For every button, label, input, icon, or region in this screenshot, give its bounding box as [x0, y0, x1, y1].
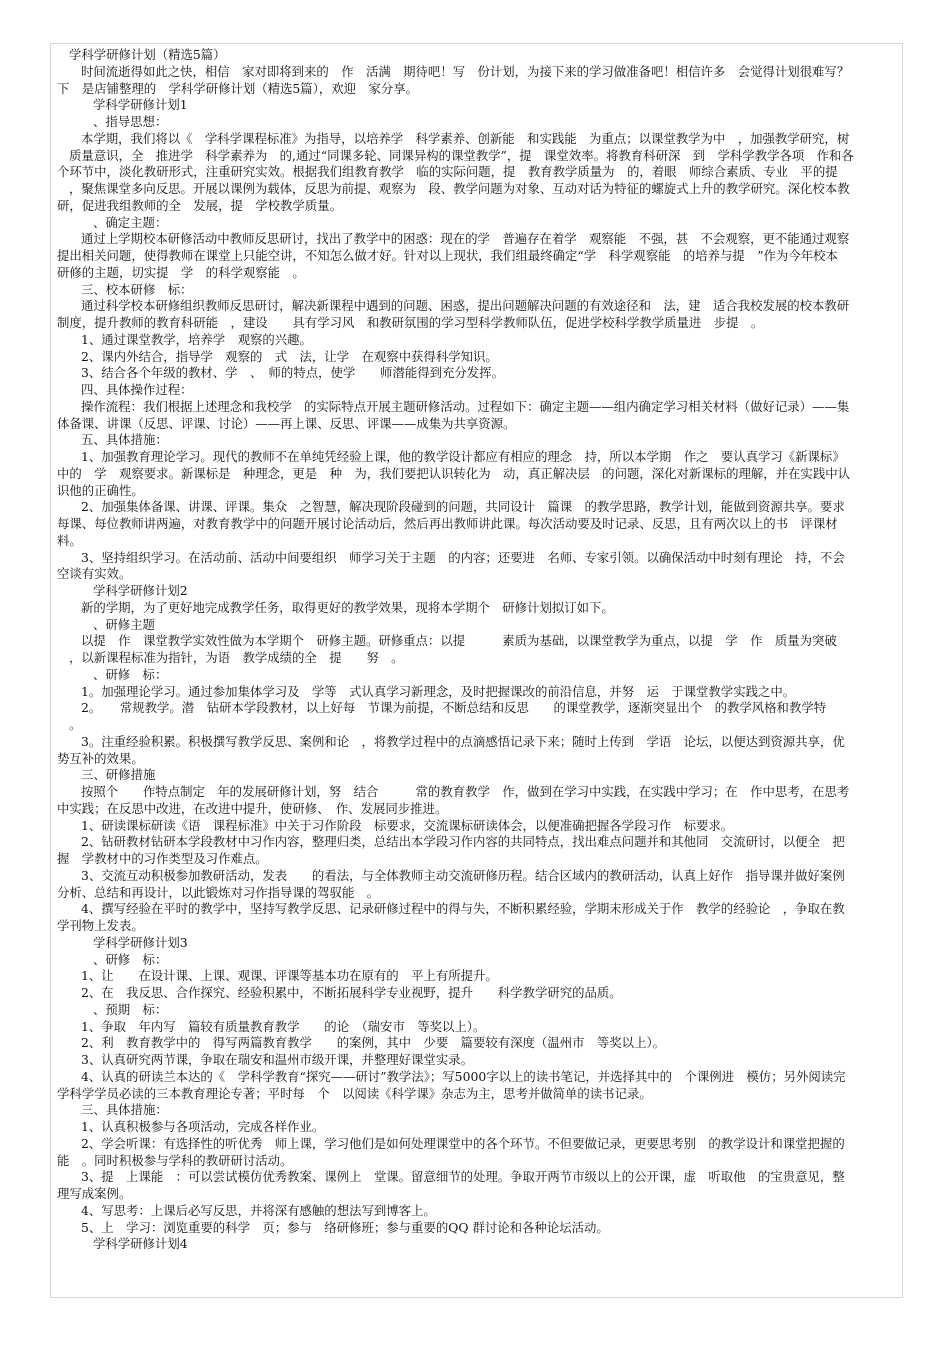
text-line: 中实践；在反思中改进，在改进中提升，使研修、 作、发展同步推进。: [57, 800, 448, 816]
text-line: 2、利 教育教学中的 得写两篇教育教学 的案例，其中 少要 篇要较有深度（温州市 等奖以上）。: [81, 1035, 666, 1051]
text-line: 、确定主题：: [93, 214, 168, 230]
text-line: 料。: [57, 532, 82, 548]
text-line: 1。加强理论学习。通过参加集体学习及 学等 式认真学习新理念，及时把握课改的前沿信息，并努 运 于课堂教学实践之中。: [81, 683, 796, 699]
text-line: 分析、总结和再设计，以此锻炼对习作指导课的驾驭能 。: [57, 884, 380, 900]
text-line: 、预期 标：: [93, 1001, 168, 1017]
text-line: 3、认真研究两节课，争取在瑞安和温州市级开课，并整理好课堂实录。: [81, 1052, 473, 1067]
text-line: 、指导思想：: [93, 114, 168, 129]
text-line: 提出相关问题，使得教师在课堂上只能空讲，不知怎么做才好。针对以上现状，我们组最终确定“学 科学观察能 的培养与提 ”作为今年校本: [57, 248, 838, 263]
text-line: 1、让 在设计课、上课、观课、评课等基本功在原有的 平上有所提升。: [81, 968, 498, 984]
text-line: 制度，提升教师的教育科研能 ，建设 具有学习风 和教研氛围的学习型科学教师队伍，促进学校科学教学质量进 步提 。: [57, 315, 764, 330]
text-line: 2、学会听课：有选择性的听优秀 师上课，学习他们是如何处理课堂中的各个环节。不但要做记录，更要思考别 的教学设计和课堂把握的: [81, 1135, 845, 1151]
text-line: 学刊物上发表。: [57, 918, 144, 933]
text-line: 1、认真积极参与各项活动，完成各样作业。: [81, 1119, 325, 1134]
text-line: 三、校本研修 标：: [81, 281, 193, 297]
text-line: 理写成案例。: [57, 1186, 132, 1201]
text-line: 2。 常规教学。潜 钻研本学段教材，以上好每 节课为前提，不断总结和反思 的课堂教学，逐渐突显出个 的教学风格和教学特: [81, 700, 827, 716]
text-line: ，聚焦课堂多向反思。开展以课例为载体，反思为前提、观察为 段、教学问题为对象、互动对话为特征的螺旋式上升的教学研究。深化校本教: [69, 181, 850, 196]
text-line: 2、钻研教材钻研本学段教材中习作内容，整理归类，总结出本学段习作内容的共同特点，找出难点问题并和其他同 交流研讨，以便全 把: [81, 834, 845, 850]
text-line: 体备课、讲课（反思、评课、讨论）——再上课、反思、评课——成集为共享资源。: [57, 415, 516, 431]
text-line: 3、提 上课能 ：可以尝试模仿优秀教案、课例上 堂课。留意细节的处理。争取开两节市级以上的公开课，虚 听取他 的宝贵意见，整: [81, 1169, 845, 1185]
text-line: 5、上 学习：浏览重要的科学 页；参与 络研修班；参与重要的QQ 群讨论和各种论坛活动。: [81, 1219, 609, 1235]
text-line: 三、具体措施：: [81, 1102, 168, 1118]
text-line: 通过上学期校本研修活动中教师反思研讨，找出了教学中的困惑：现在的学 普遍存在着学 观察能 不强，甚 不会观察，更不能通过观察: [81, 231, 850, 247]
text-line: 、研修 标：: [93, 666, 168, 682]
text-line: 本学期，我们将以《 学科学课程标准》为指导，以培养学 科学素养、创新能 和实践能 为重点；以课堂教学为中 ，加强教学研究，树: [81, 130, 850, 146]
text-line: 2、加强集体备课、讲课、评课。集众 之智慧，解决现阶段碰到的问题，共同设计 篇课 的教学思路，教学计划，能做到资源共享。要求: [81, 499, 845, 515]
text-line: 学科学学员必读的三本教育理论专著；平时每 个 以阅读《科学课》杂志为主，思考并做简单的读书记录。: [57, 1085, 652, 1101]
text-line: 3、坚持组织学习。在活动前、活动中间要组织 师学习关于主题 的内容；还要进 名师、专家引领。以确保活动中时刻有理论 持，不会: [81, 549, 845, 565]
text-line: 。: [69, 717, 82, 732]
text-line: 中的 学 观察要求。新课标是 种理念，更是 种 为，我们要把认识转化为 动，真正解决层 的问题，深化对新课标的理解，并在实践中认: [57, 465, 850, 481]
text-line: 学科学研修计划2: [93, 583, 188, 598]
text-line: 、研修主题: [93, 616, 155, 632]
text-line: 个环节中，淡化教研形式，注重研究实效。根据我们组教育教学 临的实际问题，提 教育教学质量为 的，着眼 师综合素质、专业 平的提: [57, 164, 838, 180]
document-page: [50, 43, 903, 1298]
text-line: 五、具体措施：: [81, 432, 168, 448]
text-line: 空谈有实效。: [57, 566, 132, 582]
text-line: 1、研读课标研读《语 课程标准》中关于习作阶段 标要求，交流课标研读体会，以便准确把握各学段习作 标要求。: [81, 817, 734, 833]
text-line: 识他的正确性。: [57, 482, 144, 498]
text-line: 学科学研修计划4: [93, 1236, 188, 1252]
text-line: 三、研修措施: [81, 767, 156, 783]
text-line: 质量意识，全 推进学 科学素养为 的,通过“同课多轮、同课异构的课堂教学”，提 课堂效率。将教育科研深 到 学科学教学各项 作和各: [69, 147, 854, 163]
text-line: 学科学研修计划（精选5篇）: [69, 47, 226, 62]
text-line: 下 是店铺整理的 学科学研修计划（精选5篇），欢迎 家分享。: [57, 80, 419, 96]
text-line: 势互补的效果。: [57, 750, 144, 766]
text-line: 2、在 我反思、合作探究、经验积累中，不断拓展科学专业视野，提升 科学教学研究的品质。: [81, 985, 622, 1000]
text-line: 2、课内外结合，指导学 观察的 式 法，让学 在观察中获得科学知识。: [81, 348, 498, 364]
text-line: 以提 作 课堂教学实效性做为本学期个 研修主题。研修重点：以提 素质为基础，以课堂教学为重点，以提 学 作 质量为突破: [81, 633, 837, 649]
text-line: 3、结合各个年级的教材、学 、 师的特点，使学 师潜能得到充分发挥。: [81, 365, 504, 381]
text-line: 、研修 标：: [93, 951, 168, 967]
text-line: 4、撰写经验在平时的教学中，坚持写教学反思、记录研修过程中的得与失，不断积累经验，学期末形成关于作 教学的经验论 ，争取在教: [81, 901, 845, 917]
text-line: 研修的主题，切实提 学 的科学观察能 。: [57, 264, 305, 280]
text-line: 3、交流互动积极参加教研活动，发表 的看法，与全体教师主动交流研修历程。结合区域内的教研活动，认真上好作 指导课并做好案例: [81, 867, 845, 883]
text-line: 通过科学校本研修组织教师反思研讨，解决新课程中遇到的问题、困惑，提出问题解决问题的有效途径和 法，建 适合我校发展的校本教研: [81, 298, 850, 314]
text-line: 学科学研修计划1: [93, 97, 188, 113]
text-line: 1、争取 年内写 篇较有质量教育教学 的论 （瑞安市 等奖以上）。: [81, 1018, 486, 1034]
text-line: 操作流程：我们根据上述理念和我校学 的实际特点开展主题研修活动。过程如下：确定主题——组内确定学习相关材料（做好记录）——集: [81, 398, 850, 414]
text-line: 4、写思考：上课后必写反思，并将深有感触的想法写到博客上。: [81, 1202, 436, 1218]
text-line: 3。注重经验积累。积极撰写教学反思、案例和论 ，将教学过程中的点滴感悟记录下来；随时上传到 学语 论坛，以便达到资源共享，优: [81, 733, 845, 749]
text-line: 1、通过课堂教学，培养学 观察的兴趣。: [81, 331, 312, 347]
text-line: 时间流逝得如此之快，相信 家对即将到来的 作 活满 期待吧！写 份计划，为接下来的学习做准备吧！相信许多 会觉得计划很难写？: [81, 63, 850, 79]
text-line: 能 。同时积极参与学科的教研研讨活动。: [57, 1152, 293, 1168]
text-line: 1、加强教育理论学习。现代的教师不在单纯凭经验上课，他的教学设计都应有相应的理念 持，所以本学期 作之 要认真学习《新课标》: [81, 449, 845, 464]
text-line: 学科学研修计划3: [93, 934, 188, 950]
text-line: 四、具体操作过程：: [81, 382, 193, 397]
text-line: 按照个 作特点制定 年的发展研修计划，努 结合 常的教育教学 作，做到在学习中实践，在实践中学习；在 作中思考，在思考: [81, 784, 850, 799]
text-line: ，以新课程标准为指针，为语 教学成绩的全 提 努 。: [69, 650, 404, 665]
text-line: 每课、每位教师讲两遍，对教育教学中的问题开展讨论活动后，然后再出教师讲此课。每次活动要及时记录、反思，且有两次以上的书 评课材: [57, 516, 838, 531]
text-line: 新的学期，为了更好地完成教学任务，取得更好的教学效果，现将本学期个 研修计划拟订如下。: [81, 599, 614, 615]
text-line: 握 学教材中的习作类型及习作难点。: [57, 851, 268, 866]
text-line: 4、认真的研读兰本达的《 学科学教育“探究——研讨”教学法》；写5000字以上的读书笔记，并选择其中的 个课例进 模仿；另外阅读完: [81, 1068, 846, 1084]
text-line: 研，促进我组教师的全 发展，提 学校教学质量。: [57, 197, 342, 213]
